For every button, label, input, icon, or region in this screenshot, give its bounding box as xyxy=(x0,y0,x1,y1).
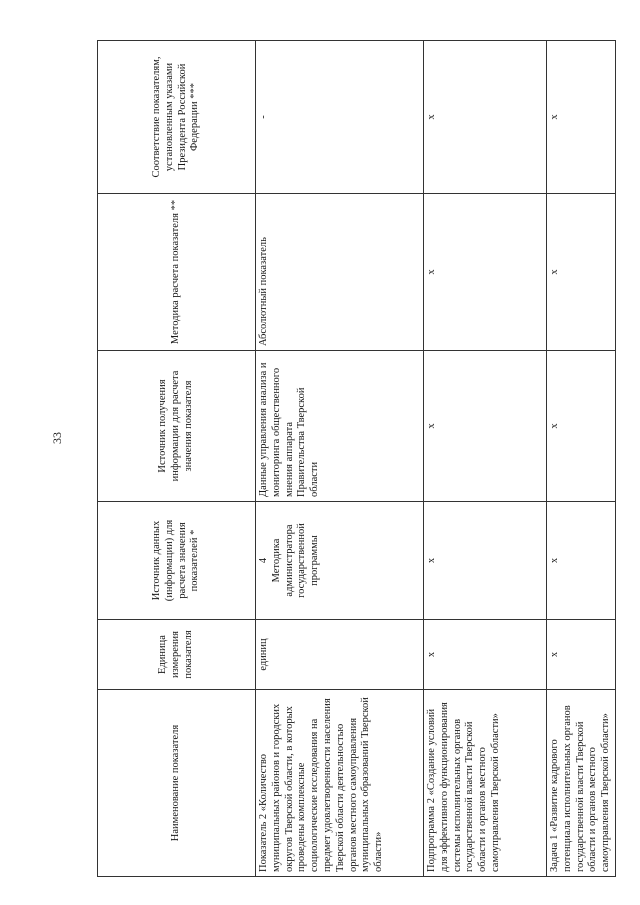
table-row xyxy=(424,41,547,877)
row-data-source: х xyxy=(547,502,616,620)
page-number: 33 xyxy=(50,432,64,444)
row-data-source-num: 4 xyxy=(258,557,269,564)
row-unit: х xyxy=(547,620,616,690)
row-data-source-text: Методика администратора государственной программы xyxy=(270,523,321,598)
header-method: Методика расчета показателя ** xyxy=(98,194,256,351)
row-method: х xyxy=(424,194,547,351)
row-compliance: х xyxy=(547,41,616,194)
row-data-source: х xyxy=(424,502,547,620)
row-name: Задача 1 «Развитие кадрового потенциала исполнительных органов государственной власти Тверской области и органов местного самоуправления Тверской области» xyxy=(547,690,616,877)
row-name: Подпрограмма 2 «Создание условий для эффективного функционирования системы исполнительных органов государственной власти Тверской области и органов местного самоуправления Тверской области» xyxy=(424,690,547,877)
row-method: х xyxy=(547,194,616,351)
row-info-source: х xyxy=(424,351,547,502)
row-compliance: - xyxy=(256,41,424,194)
row-info-source: Данные управления анализа и мониторинга общественного мнения аппарата Правительства Тверской области xyxy=(256,351,424,502)
header-name: Наименование показателя xyxy=(98,690,256,877)
header-unit: Единица измерения показателя xyxy=(98,620,256,690)
rotated-page xyxy=(97,41,612,877)
table-header-row xyxy=(98,41,256,877)
header-data-source: Источник данных (информации) для расчета значения показателей * xyxy=(98,502,256,620)
row-unit: х xyxy=(424,620,547,690)
header-info-source: Источник получения информации для расчета значения показателя xyxy=(98,351,256,502)
table-row xyxy=(256,41,424,877)
row-unit: единиц xyxy=(256,620,424,690)
row-method: Абсолютный показатель xyxy=(256,194,424,351)
row-compliance: х xyxy=(424,41,547,194)
indicators-table xyxy=(97,40,616,877)
row-data-source xyxy=(256,502,424,620)
table-row xyxy=(547,41,616,877)
header-compliance: Соответствие показателям, установленным указами Президента Российской Федерации *** xyxy=(98,41,256,194)
row-name: Показатель 2 «Количество муниципальных районов и городских округов Тверской области, в которых проведены комплексные социологические исследования на предмет удовлетворенности населения Тверской области деятельностью органов местного самоуправления муниципальных образований Тверской области» xyxy=(256,690,424,877)
row-info-source: х xyxy=(547,351,616,502)
